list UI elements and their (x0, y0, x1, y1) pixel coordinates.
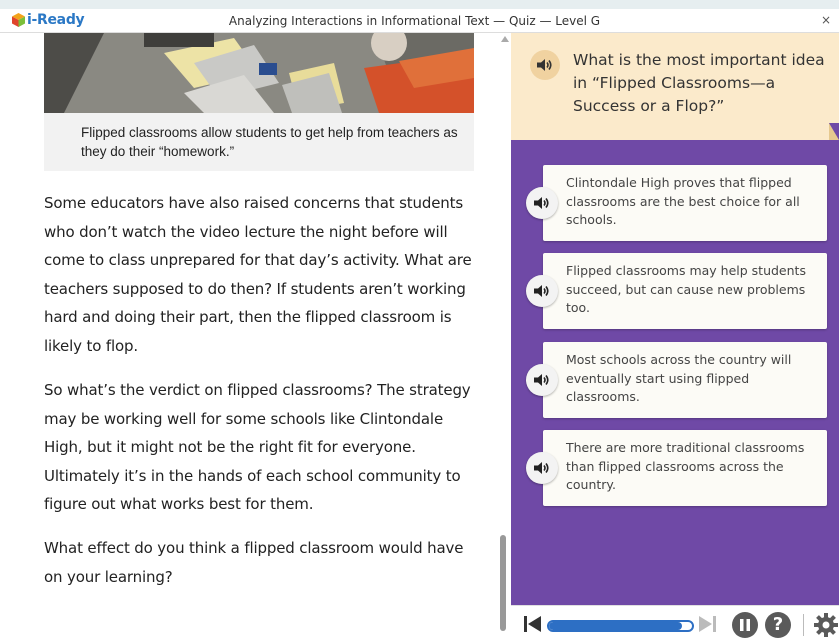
choice-text: There are more traditional classrooms than flipped classrooms across the country. (566, 440, 805, 492)
scroll-up-arrow-icon[interactable] (501, 36, 509, 42)
choice-audio-button[interactable] (526, 187, 558, 219)
window-title: Analyzing Interactions in Informational Text — Quiz — Level G (228, 14, 601, 28)
choice-text: Most schools across the country will eventually start using flipped classrooms. (566, 352, 792, 404)
title-bar (0, 9, 839, 33)
pause-icon (739, 618, 751, 632)
top-strip (0, 0, 839, 9)
classroom-photo (44, 33, 474, 113)
audio-player-bar (511, 605, 839, 641)
pause-button[interactable] (732, 612, 758, 638)
classroom-photo-image (44, 33, 474, 113)
gear-icon[interactable] (813, 612, 839, 638)
question-card (511, 33, 839, 140)
choice-audio-button[interactable] (526, 364, 558, 396)
help-button[interactable]: ? (765, 612, 791, 638)
progress-bar[interactable] (547, 620, 694, 632)
progress-fill (549, 622, 682, 630)
caption-text: Flipped classrooms allow students to get help from teachers as they do their “homework.” (81, 125, 458, 159)
speaker-icon (534, 373, 550, 387)
scrollbar-thumb[interactable] (500, 535, 506, 631)
question-text: What is the most important idea in “Flipped Classrooms—a Success or a Flop?” (573, 51, 825, 115)
toolbar-divider (803, 614, 804, 636)
passage-paragraph: So what’s the verdict on flipped classrooms? The strategy may be working well for some schools like Clintondale High, but it might not be the right fit for everyone. Ultimately it’s in the hands of each school community to figure out what works best for them. (44, 381, 471, 514)
answer-choice-4[interactable] (543, 430, 827, 506)
answer-choice-1[interactable] (543, 165, 827, 241)
skip-back-icon[interactable] (523, 615, 543, 633)
answer-choice-3[interactable] (543, 342, 827, 418)
photo-caption (44, 113, 474, 171)
passage-paragraph: Some educators have also raised concerns that students who don’t watch the video lecture the night before will come to class unprepared for that day’s activity. What are teachers supposed to do then? If students aren’t working hard and doing their part, then the flipped classroom is likely to flop. (44, 194, 472, 355)
speaker-icon (534, 284, 550, 298)
choice-text: Clintondale High proves that flipped classrooms are the best choice for all schools. (566, 175, 800, 227)
close-icon[interactable]: × (820, 13, 831, 27)
speaker-icon (537, 58, 553, 72)
choice-audio-button[interactable] (526, 275, 558, 307)
card-fold (829, 123, 839, 140)
logo-text: i-Ready (27, 12, 85, 28)
answer-choice-2[interactable] (543, 253, 827, 329)
skip-forward-icon[interactable] (697, 615, 717, 633)
question-audio-button[interactable] (530, 50, 560, 80)
speaker-icon (534, 461, 550, 475)
passage-pane (0, 33, 497, 641)
passage-paragraph: What effect do you think a flipped classroom would have on your learning? (44, 539, 464, 586)
speaker-icon (534, 196, 550, 210)
choice-text: Flipped classrooms may help students succeed, but can cause new problems too. (566, 263, 806, 315)
question-panel (511, 33, 839, 641)
choice-audio-button[interactable] (526, 452, 558, 484)
